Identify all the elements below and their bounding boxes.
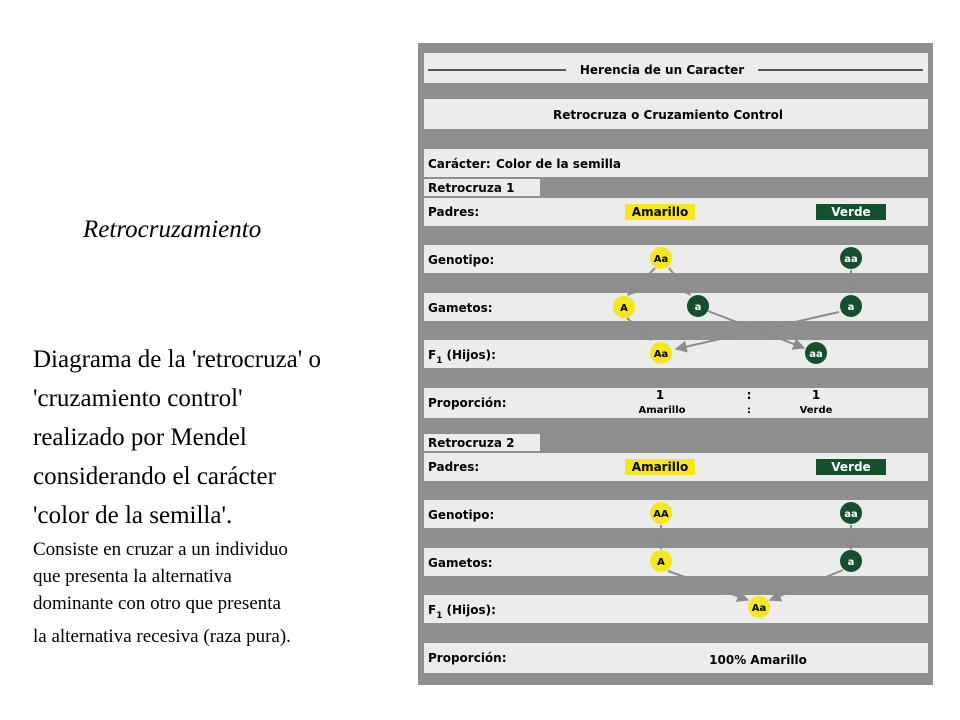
description-line: Diagrama de la 'retrocruza' o [33,346,322,373]
detail-line: Consiste en cruzar a un individuo [33,539,288,560]
f1-rest: (Hijos): [446,603,496,617]
cross1-parent-right: Verde [831,205,871,219]
cross1-gamete-A: A [620,303,628,314]
cross2-f1-band [424,595,928,623]
f1-subscript: 1 [436,356,443,366]
cross1-ratio-right-label: Verde [799,405,833,416]
cross1-proporcion-label: Proporción: [428,396,507,410]
cross2-gamete-a: a [847,557,855,568]
cross1-ratio-sep: : [746,388,752,402]
cross2-offspring-Aa: Aa [751,603,767,614]
arrow-A-to-Aa [627,318,651,340]
cross2-title: Retrocruza 2 [428,436,515,450]
detail-text [33,536,413,650]
character-label: Carácter: [428,157,491,171]
cross1-padres-label: Padres: [428,205,480,219]
cross1-title: Retrocruza 1 [428,181,515,195]
diagram-header: Herencia de un Caracter [579,63,745,77]
character-value: Color de la semilla [496,157,622,171]
cross1-offspring-aa: aa [809,349,823,360]
cross1-parent-left: Amarillo [631,205,689,219]
cross2-genotype-right: aa [844,509,858,520]
cross1-genotipo-label: Genotipo: [428,253,495,267]
cross1-ratio-left-num: 1 [655,388,665,402]
cross1-ratio-left-label: Amarillo [638,405,686,416]
f1-main: F [428,348,437,362]
slide-title: Retrocruzamiento [83,216,262,243]
cross1-ratio-sep-2: : [747,405,751,416]
inheritance-diagram-panel [418,43,933,685]
cross1-genotype-right: aa [844,254,858,265]
description-line: 'cruzamiento control' [33,385,243,412]
f1-subscript: 1 [436,611,443,621]
cross1-f1-band [424,340,928,368]
detail-line: la alternativa recesiva (raza pura). [33,626,291,647]
f1-main: F [428,603,437,617]
cross2-parent-left: Amarillo [631,460,689,474]
detail-line: dominante con otro que presenta [33,593,281,614]
description-line: considerando el carácter [33,463,276,490]
cross1-offspring-Aa: Aa [653,349,669,360]
cross1-genotype-left: Aa [653,254,669,265]
cross1-ratio-right-num: 1 [811,388,821,402]
inheritance-diagram [418,43,933,685]
description-line: 'color de la semilla'. [33,502,233,529]
cross1-gametos-label: Gametos: [428,301,493,315]
cross2-gamete-A: A [657,557,665,568]
cross2-proporcion-label: Proporción: [428,651,507,665]
cross2-genotype-left: AA [653,509,669,520]
cross1-gamete-a2: a [847,302,855,313]
diagram-subheader: Retrocruza o Cruzamiento Control [553,108,783,122]
cross2-parent-right: Verde [831,460,871,474]
detail-line: que presenta la alternativa [33,566,232,587]
description [33,340,413,535]
f1-rest: (Hijos): [446,348,496,362]
cross1-gamete-a: a [694,302,702,313]
cross2-gametos-label: Gametos: [428,556,493,570]
cross2-genotipo-label: Genotipo: [428,508,495,522]
cross2-proportion: 100% Amarillo [709,653,807,667]
description-line: realizado por Mendel [33,424,247,451]
cross2-padres-label: Padres: [428,460,480,474]
